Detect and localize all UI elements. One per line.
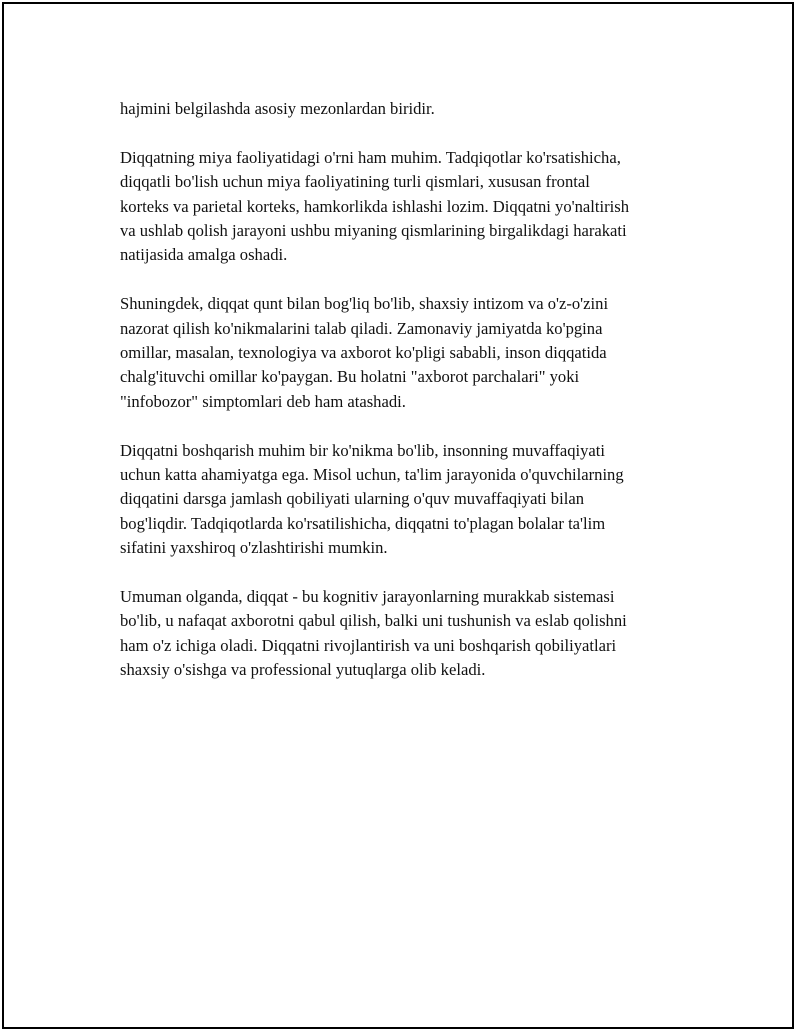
document-page [2, 2, 794, 1029]
paragraph: Diqqatni boshqarish muhim bir ko'nikma bo'lib, insonning muvaffaqiyati uchun katta ahamiyatga ega. Misol uchun, ta'lim jarayonida o'quvchilarning diqqatini darsga jamlash qobiliyati ularning o'quv muvaffaqiyati bilan bog'liqdir. Tadqiqotlarda ko'rsatilishicha, diqqatni to'plagan bolalar ta'lim sifatini yaxshiroq o'zlashtirishi mumkin. [120, 440, 624, 558]
paragraph: hajmini belgilashda asosiy mezonlardan biridir. [120, 99, 435, 118]
paragraph: Umuman olganda, diqqat - bu kognitiv jarayonlarning murakkab sistemasi bo'lib, u nafaqat axborotni qabul qilish, balki uni tushunish va eslab qolishni ham o'z ichiga oladi. Diqqatni rivojlantirish va uni boshqarish qobiliyatlari shaxsiy o'sishga va professional yutuqlarga olib keladi. [120, 587, 627, 680]
document-body [120, 97, 690, 707]
paragraph: Shuningdek, diqqat qunt bilan bog'liq bo'lib, shaxsiy intizom va o'z-o'zini nazorat qilish ko'nikmalarini talab qiladi. Zamonaviy jamiyatda ko'pgina omillar, masalan, texnologiya va axborot ko'pligi sababli, inson diqqatida chalg'ituvchi omillar ko'paygan. Bu holatni "axborot parchalari" yoki "infobozor" simptomlari deb ham atashadi. [120, 294, 609, 411]
paragraph: Diqqatning miya faoliyatidagi o'rni ham muhim. Tadqiqotlar ko'rsatishicha, diqqatli bo'lish uchun miya faoliyatining turli qismlari, xususan frontal korteks va parietal korteks, hamkorlikda ishlashi lozim. Diqqatni yo'naltirish va ushlab qolish jarayoni ushbu miyaning qismlarining birgalikdagi harakati natijasida amalga oshadi. [120, 147, 629, 265]
